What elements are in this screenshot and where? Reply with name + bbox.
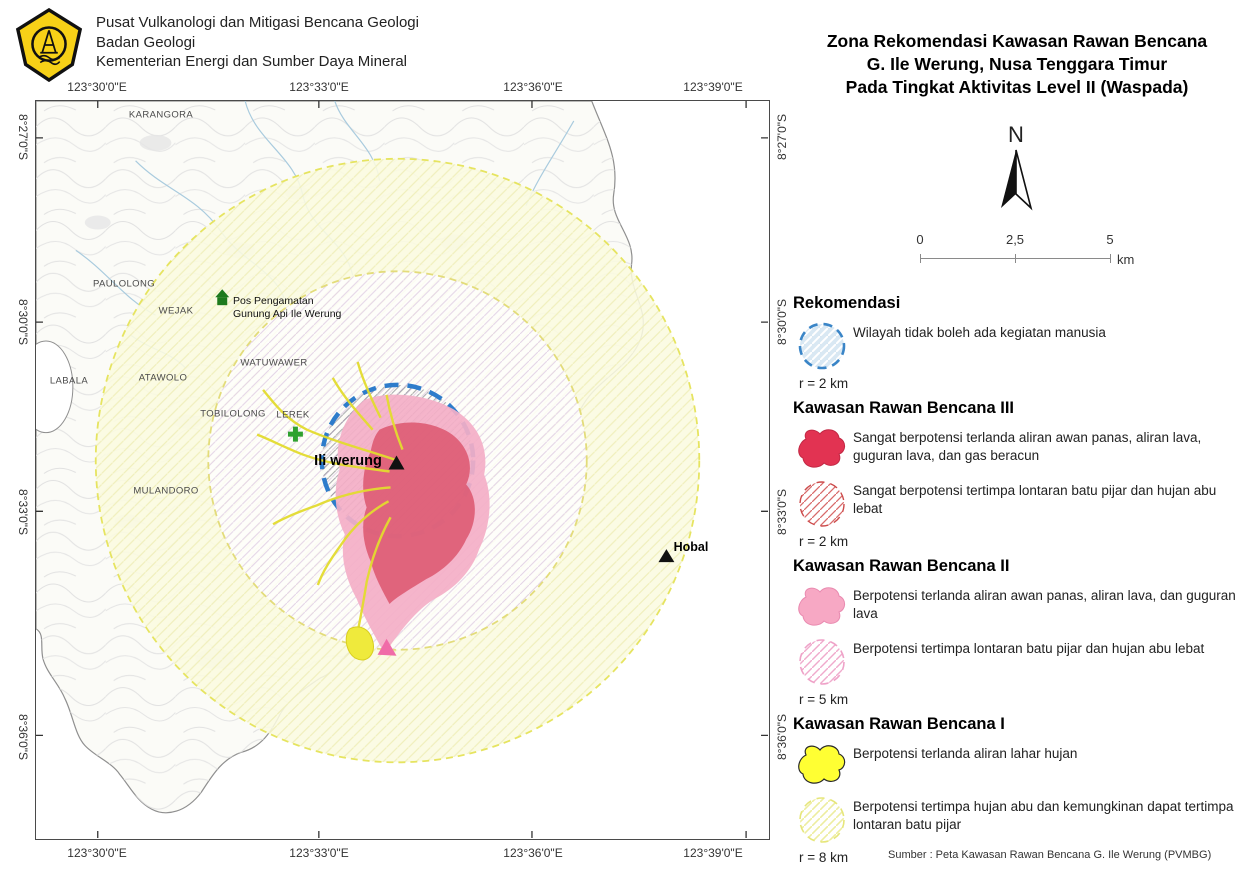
agency-line-3: Kementerian Energi dan Sumber Daya Mineral bbox=[96, 53, 407, 70]
legend-item-text: Berpotensi tertimpa lontaran batu pijar dan hujan abu lebat bbox=[853, 641, 1205, 656]
legend bbox=[791, 292, 1253, 873]
blue-dashed-hatched-circle-icon bbox=[796, 320, 848, 372]
scale-tick-2-5: 2,5 bbox=[1005, 232, 1025, 247]
badan-geologi-logo bbox=[12, 8, 86, 82]
scale-bar bbox=[905, 232, 1145, 267]
place-label-paulolong: PAULOLONG bbox=[92, 278, 156, 290]
lon-label-top-1: 123°30'0"E bbox=[67, 80, 127, 94]
place-label-lerek: LEREK bbox=[276, 409, 310, 421]
red-dashed-hatched-circle-icon bbox=[796, 478, 848, 530]
place-label-atawolo: ATAWOLO bbox=[138, 372, 188, 384]
agency-line-2: Badan Geologi bbox=[96, 33, 196, 51]
legend-section-krb3 bbox=[791, 399, 1253, 549]
place-label-karangora: KARANGORA bbox=[128, 109, 194, 121]
red-zone-blob-icon bbox=[794, 425, 850, 471]
legend-heading: Kawasan Rawan Bencana III bbox=[793, 399, 1015, 417]
lat-label-right-3: 8°33'0"S bbox=[775, 488, 789, 536]
lon-label-top-2: 123°33'0"E bbox=[289, 80, 349, 94]
legend-radius-note: r = 8 km bbox=[799, 850, 849, 865]
map-drawing bbox=[36, 101, 768, 838]
legend-item-text: Berpotensi terlanda aliran awan panas, aliran lava, dan guguran lava bbox=[853, 588, 1236, 621]
yellow-dashed-hatched-circle-icon bbox=[796, 794, 848, 846]
place-label-wejak: WEJAK bbox=[158, 305, 194, 317]
pink-zone-blob-icon bbox=[794, 583, 850, 629]
legend-item bbox=[791, 319, 1253, 372]
lat-label-left-1: 8°27'0"S bbox=[16, 113, 30, 161]
lon-label-top-3: 123°36'0"E bbox=[503, 80, 563, 94]
source-note: Sumber : Peta Kawasan Rawan Bencana G. Ile Werung (PVMBG) bbox=[888, 849, 1212, 861]
legend-radius-note: r = 2 km bbox=[799, 376, 849, 391]
lat-label-right-1: 8°27'0"S bbox=[775, 113, 789, 161]
lon-label-bottom-2: 123°33'0"E bbox=[289, 846, 349, 860]
yellow-zone-blob-icon bbox=[794, 741, 850, 787]
legend-section-krb1 bbox=[791, 715, 1253, 865]
legend-item-text: Wilayah tidak boleh ada kegiatan manusia bbox=[853, 325, 1106, 340]
lat-label-left-2: 8°30'0"S bbox=[16, 298, 30, 346]
north-label: N bbox=[1008, 122, 1024, 147]
place-label-tobilolong: TOBILOLONG bbox=[200, 408, 266, 420]
legend-item-text: Berpotensi tertimpa hujan abu dan kemungkinan dapat tertimpa lontaran batu pijar bbox=[853, 799, 1234, 832]
title-line-1: Zona Rekomendasi Kawasan Rawan Bencana bbox=[826, 31, 1208, 51]
scale-tick-5: 5 bbox=[1106, 232, 1114, 247]
legend-item bbox=[791, 793, 1253, 846]
legend-heading: Kawasan Rawan Bencana I bbox=[793, 715, 1005, 733]
lat-label-left-3: 8°33'0"S bbox=[16, 488, 30, 536]
hobal-label: Hobal bbox=[673, 540, 709, 554]
title-line-2: G. Ile Werung, Nusa Tenggara Timur bbox=[866, 54, 1168, 74]
place-label-labala: LABALA bbox=[49, 375, 89, 387]
agency-line-1: Pusat Vulkanologi dan Mitigasi Bencana Geologi bbox=[96, 14, 419, 31]
place-label-mulandoro: MULANDORO bbox=[133, 485, 199, 497]
lon-label-top-4: 123°39'0"E bbox=[683, 80, 743, 94]
map-canvas bbox=[35, 100, 770, 840]
observation-post-label: Pos Pengamatan Gunung Api Ile Werung bbox=[233, 295, 342, 320]
lat-label-right-4: 8°36'0"S bbox=[775, 713, 789, 761]
scale-tick-0: 0 bbox=[916, 232, 924, 247]
legend-radius-note: r = 2 km bbox=[799, 534, 849, 549]
pink-dashed-hatched-circle-icon bbox=[796, 636, 848, 688]
legend-item-text: Berpotensi terlanda aliran lahar hujan bbox=[853, 746, 1078, 761]
legend-item-text: Sangat berpotensi terlanda aliran awan panas, aliran lava, guguran lava, dan gas beracun bbox=[853, 430, 1202, 463]
legend-item bbox=[791, 424, 1253, 471]
legend-item bbox=[791, 635, 1253, 688]
legend-heading: Kawasan Rawan Bencana II bbox=[793, 557, 1010, 575]
north-arrow bbox=[992, 122, 1040, 219]
legend-radius-note: r = 5 km bbox=[799, 692, 849, 707]
lat-label-right-2: 8°30'0"S bbox=[775, 298, 789, 346]
legend-item bbox=[791, 740, 1253, 787]
lat-label-left-4: 8°36'0"S bbox=[16, 713, 30, 761]
north-arrow-icon bbox=[993, 148, 1039, 214]
title-line-3: Pada Tingkat Aktivitas Level II (Waspada) bbox=[845, 77, 1189, 97]
volcano-label: Ili werung bbox=[314, 453, 382, 469]
map-title bbox=[786, 30, 1248, 99]
legend-item bbox=[791, 582, 1253, 629]
legend-section-rekomendasi bbox=[791, 294, 1253, 391]
legend-section-krb2 bbox=[791, 557, 1253, 707]
lon-label-bottom-1: 123°30'0"E bbox=[67, 846, 127, 860]
lon-label-bottom-4: 123°39'0"E bbox=[683, 846, 743, 860]
agency-header bbox=[96, 13, 419, 72]
legend-item bbox=[791, 477, 1253, 530]
scale-bar-unit: km bbox=[1117, 252, 1135, 267]
place-label-watuwawer: WATUWAWER bbox=[240, 357, 308, 369]
legend-heading: Rekomendasi bbox=[793, 294, 901, 312]
legend-item-text: Sangat berpotensi tertimpa lontaran batu pijar dan hujan abu lebat bbox=[853, 483, 1217, 516]
lon-label-bottom-3: 123°36'0"E bbox=[503, 846, 563, 860]
